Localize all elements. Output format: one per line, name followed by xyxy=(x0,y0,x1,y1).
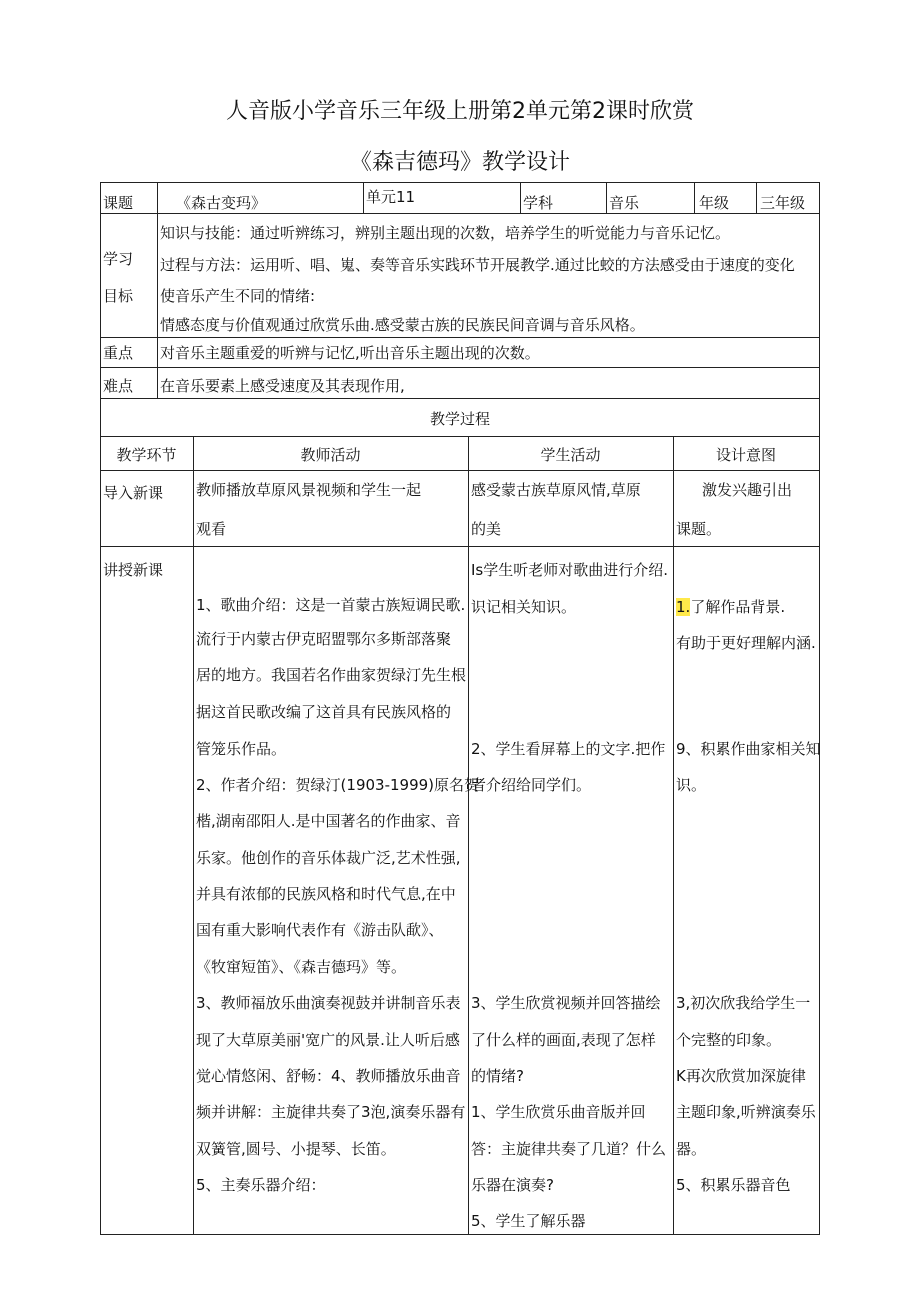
teacher-line: 1、歌曲介绍：这是一首蒙古族短调民歌. xyxy=(196,596,466,614)
col-header-student: 学生活动 xyxy=(540,446,601,464)
difficulty-text: 在音乐要素上感受速度及其表现作用, xyxy=(160,377,405,395)
objectives-label-line1: 学习 xyxy=(103,250,134,268)
topic-value: 《森古变玛》 xyxy=(176,194,267,212)
teacher-line: 楷,湖南邵阳人.是中国著名的作曲家、音 xyxy=(196,812,461,830)
intro-intent-line1: 激发兴趣引出 xyxy=(702,481,793,499)
student-line: 3、学生欣赏视频并回答描绘 xyxy=(471,994,661,1012)
teacher-line: 频并讲解：主旋律共奏了3泡,演奏乐器有 xyxy=(196,1103,466,1121)
key-point-text: 对音乐主题重爱的听辨与记忆,听出音乐主题出现的次数。 xyxy=(160,344,540,362)
teacher-line: 并具有浓郁的民族风格和时代气息,在中 xyxy=(196,885,456,903)
teacher-line: 双簧管,圆号、小提琴、长笛。 xyxy=(196,1140,396,1158)
intro-teacher-line2: 观看 xyxy=(196,520,227,538)
highlight-mark: 1. xyxy=(676,598,691,616)
objective-attitude: 情感态度与价值观通过欣赏乐曲.感受蒙古族的民族民间音调与音乐风格。 xyxy=(160,316,645,334)
student-line: 5、学生了解乐器 xyxy=(471,1212,586,1230)
intro-student-line1: 感受蒙古族草原风情,草原 xyxy=(471,481,641,499)
col-header-stage: 教学环节 xyxy=(116,446,177,464)
intent-line: 3,初次欣我给学生一 xyxy=(676,994,811,1012)
teacher-line: 乐家。他创作的音乐体裁广泛,艺术性强, xyxy=(196,849,461,867)
intro-intent-line2: 课题。 xyxy=(676,520,722,538)
student-line: 2、学生看屏幕上的文字.把作 xyxy=(471,740,666,758)
teacher-line: 觉心情悠闲、舒畅：4、教师播放乐曲音 xyxy=(196,1067,461,1085)
teacher-line: 3、教师福放乐曲演奏视鼓并讲制音乐表 xyxy=(196,994,461,1012)
intent-line xyxy=(676,598,785,616)
topic-label: 课题 xyxy=(103,194,134,212)
objective-knowledge: 知识与技能：通过听辨练习，辨别主题出现的次数，培养学生的听觉能力与音乐记忆。 xyxy=(160,224,731,242)
col-header-teacher: 教师活动 xyxy=(300,446,361,464)
teacher-line: 《牧窜短笛》、《森吉德玛》等。 xyxy=(196,958,407,976)
student-line: 的情绪? xyxy=(471,1067,524,1085)
objectives-label-line2: 目标 xyxy=(103,287,134,305)
intent-line: 器。 xyxy=(676,1140,707,1158)
student-line: 1、学生欣赏乐曲音版并回 xyxy=(471,1103,646,1121)
student-line: 答：主旋律共奏了几道？什么 xyxy=(471,1140,667,1158)
intent-line: 9、积累作曲家相关知 xyxy=(676,740,821,758)
student-line: Is学生听老师对歌曲进行介绍. xyxy=(471,561,669,579)
document-title-line1: 人音版小学音乐三年级上册第2单元第2课时欣赏 xyxy=(226,99,694,124)
teacher-line: 流行于内蒙古伊克昭盟鄂尔多斯部落聚 xyxy=(196,630,452,648)
intent-line: 5、积累乐器音色 xyxy=(676,1176,791,1194)
intent-line: 主题印象,听辨演奏乐 xyxy=(676,1103,816,1121)
grade-label: 年级 xyxy=(699,194,730,212)
document-title-line2: 《森吉德玛》教学设计 xyxy=(349,150,570,175)
teacher-line: 国有重大影响代表作有《游击队歃》、 xyxy=(196,921,444,939)
objective-process: 过程与方法：运用听、唱、嵬、奏等音乐实践环节开展教学.通过比蛟的方法感受由于速度的变化 xyxy=(160,256,795,274)
intent-line: 有助于更好理解内涵. xyxy=(676,634,816,652)
process-heading: 教学过程 xyxy=(429,410,490,428)
subject-label: 学科 xyxy=(523,194,554,212)
intro-student-line2: 的美 xyxy=(471,520,502,538)
teacher-line: 2、作者介绍：贺绿汀(1903-1999)原名贺 xyxy=(196,776,480,794)
intent-line: K再次欣赏加深旋律 xyxy=(676,1067,806,1085)
grade-value: 三年级 xyxy=(760,194,806,212)
teacher-line: 据这首民歌改编了这首具有民族风格的 xyxy=(196,703,452,721)
student-line: 乐器在演奏? xyxy=(471,1176,554,1194)
subject-value: 音乐 xyxy=(609,194,640,212)
intent-line-text: 了解作品背景. xyxy=(690,598,786,616)
intro-stage: 导入新课 xyxy=(103,484,164,502)
teacher-line: 现了大草原美丽'宽广的风景.让人听后感 xyxy=(196,1031,460,1049)
key-point-label: 重点 xyxy=(103,344,134,362)
teacher-line: 管笼乐作品。 xyxy=(196,740,287,758)
lesson-stage: 讲授新课 xyxy=(103,561,164,579)
student-line: 者介绍给同学们。 xyxy=(471,776,592,794)
intro-teacher-line1: 教师播放草原风景视频和学生一起 xyxy=(196,481,422,499)
unit-label: 单元11 xyxy=(366,188,416,206)
col-header-intent: 设计意图 xyxy=(715,446,776,464)
student-line: 了什么样的画面,表现了怎样 xyxy=(471,1031,656,1049)
intent-line: 识。 xyxy=(676,776,707,794)
teacher-line: 居的地方。我国若名作曲家贺绿汀先生根 xyxy=(196,666,467,684)
teacher-line: 5、主奏乐器介绍： xyxy=(196,1176,326,1194)
student-line: 识记相关知识。 xyxy=(471,598,577,616)
intent-line: 个完整的印象。 xyxy=(676,1031,782,1049)
difficulty-label: 难点 xyxy=(103,377,134,395)
objective-process-cont: 使音乐产生不同的情绪: xyxy=(160,287,316,305)
